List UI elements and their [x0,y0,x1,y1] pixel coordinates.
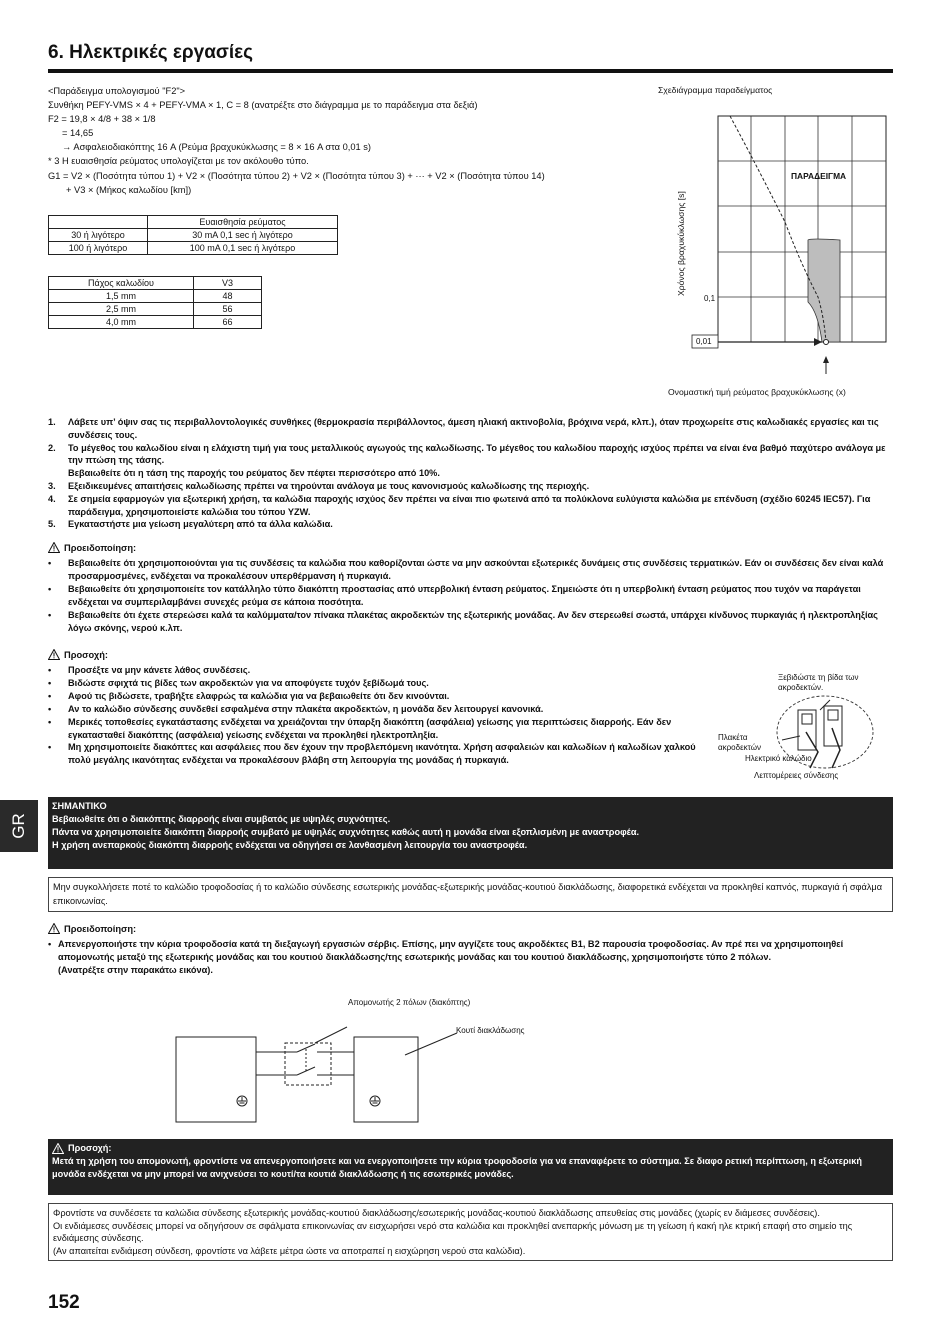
caution-heading: Προσοχή: [48,649,108,660]
table-row [49,303,262,316]
terminal-figure [770,692,890,772]
caution2-text: Μετά τη χρήση του απομονωτή, φροντίστε να απενεργοποιήσετε και να ενεργοποιήσετε την κύρια τροφοδοσία για να επαναφέρετε το σύστημα. Σε διαφο ρετική περίπτωση, η εξωτερική μονάδα ενδέχεται να μην μπορεί να ανιχνεύσει το κουτί/τα κουτιά διακλάδωσης ή τις εσωτερικές μονάδες. [52,1156,862,1179]
list-item: Βεβαιωθείτε ότι η τάση της παροχής του ρεύματος δεν πέφτει περισσότερο από 10%. [68,468,440,479]
sensitivity-table [48,215,338,255]
table-cell: 30 mA 0,1 sec ή λιγότερο [148,229,338,242]
calc-line: F2 = 19,8 × 4/8 + 38 × 1/8 [48,114,156,125]
warning-heading: Προειδοποίηση: [48,542,136,553]
list-item: 3. Εξειδικευμένες απαιτήσεις καλωδίωσης πρέπει να τηρούνται ανάλογα με τους κανονισμούς καλωδίωσης της περιοχής. [48,480,590,491]
list-item: • Απενεργοποιήστε την κύρια τροφοδοσία κατά τη διεξαγωγή εργασιών σέρβις. Επίσης, μην αγγίζετε τους ακροδέκτες B1, B2 παρουσία τροφοδοσίας. Αν πρέ πει να χρησιμοποιηθεί απομονωτής μεταξύ της εξωτερικής μονάδας και του κουτιού διακλάδωσης/της εσωτερικής μονάδας και του κουτιού διακλάδωσης, χρησιμοποιήστε τύπο 2 πόλων. [48,939,844,962]
caution-list [48,664,713,767]
important-line: Πάντα να χρησιμοποιείτε διακόπτη διαρροής συμβατό με υψηλές συχνότητες καθώς αυτή η μονάδα είναι εξοπλισμένη με αναστροφέα. [52,827,640,837]
list-item: • Αφού τις βιδώσετε, τραβήξτε ελαφρώς τα καλώδια για να βεβαιωθείτε ότι δεν κινούνται. [48,690,450,701]
table-row [49,229,338,242]
table-cell [49,216,148,229]
example-label: ΠΑΡΑΔΕΙΓΜΑ [791,171,847,181]
fig-unscrew-label: Ξεβιδώστε τη βίδα των ακροδεκτών. [778,673,859,692]
table-cell: 30 ή λιγότερο [49,229,148,242]
note2-line: (Αν απαιτείται ενδιάμεση σύνδεση, φροντίστε να λάβετε μέτρα ώστε να αποτραπεί η εισχώρηση νερού στα καλώδια). [53,1245,526,1256]
diagram-frame [718,116,886,342]
tick-label-01: 0,1 [704,294,716,303]
diagram-title: Σχεδιάγραμμα παραδείγματος [658,85,773,95]
cable-table [48,276,262,329]
warning-list [48,557,893,634]
list-item: • Βιδώστε σφιχτά τις βίδες των ακροδεκτών για να αποφύγετε τυχόν ξεβίδωμά τους. [48,677,429,688]
page-number: 152 [48,1292,80,1313]
list-item: 1. Λάβετε υπ’ όψιν σας τις περιβαλλοντολογικές συνθήκες (θερμοκρασία περιβάλλοντος, άμεση ηλιακή ακτινοβολία, βρόχινα νερά, κλπ.), όταν προχωρείτε στις καλωδιακές εργασίες και τις συνδέσεις τους. [48,417,879,440]
warning-heading: Προειδοποίηση: [48,923,136,934]
warning2-list [48,938,893,977]
list-item: 2. Το μέγεθος του καλωδίου είναι η ελάχιστη τιμή για τους μεταλλικούς αγωγούς της καλωδίωσης. Το μέγεθος του καλωδίου παροχής ισχύος πρέπει να είναι ένα βαθμό παχύτερο ανάλογα με την πτώση της τάσης. [48,442,886,466]
trip-curve [730,116,826,342]
warning-icon [48,542,60,553]
list-item: 5. Εγκαταστήστε μια γείωση μεγαλύτερη από τα άλλα καλώδια. [48,519,333,530]
calc-line: Συνθήκη PEFY-VMS × 4 + PEFY-VMA × 1, C = 8 (ανατρέξτε στο διάγραμμα με το παράδειγμα στα δεξιά) [48,100,478,111]
list-item: • Βεβαιωθείτε ότι χρησιμοποιείτε τον κατάλληλο τύπο διακόπτη προστασίας από υπερβολική ένταση ρεύματος. Σημειώστε ότι η υπερβολική ένταση ρεύματος που τυχόν να παράγεται ενδέχεται να συμπεριλαμβάνει συνεχές ρεύμα σε κάποια ποσότητα. [48,583,861,607]
isolator-switch-box [285,1043,331,1085]
table-cell: 56 [194,303,262,316]
table-cell: Ευαισθησία ρεύματος [148,216,338,229]
note2-box [48,1203,893,1261]
table-cell: 48 [194,290,262,303]
warning-icon [52,1143,64,1154]
list-item: • Βεβαιωθείτε ότι έχετε στερεώσει καλά τα καλύμματα/τον πίνακα πλακέτας ακροδεκτών της εξωτερικής μονάδας. Αν δεν στερεωθεί σωστά, υπάρχει κίνδυνος πυρκαγιάς ή ηλεκτροπληξίας λόγω σκόνης, νερού κ.λπ. [48,609,878,633]
note-box: Μην συγκολλήσετε ποτέ το καλώδιο τροφοδοσίας ή το καλώδιο σύνδεσης εσωτερικής μονάδας-εξωτερικής μονάδας-κουτιού διακλάδωσης, διαφορετικά ενδέχεται να προκληθεί καπνός, πυρκαγιά ή σφάλμα επικοινωνίας. [48,877,893,912]
outdoor-unit-box [176,1037,256,1122]
language-tab: GR [0,800,38,852]
list-item: (Ανατρέξτε στην παρακάτω εικόνα). [58,964,213,975]
calc-line: G1 = V2 × (Ποσότητα τύπου 1) + V2 × (Ποσότητα τύπου 2) + V2 × (Ποσότητα τύπου 3) + ··· + V2 × (Ποσότητα τύπου 14) [48,170,545,181]
calc-line: + V3 × (Μήκος καλωδίου [km]) [66,184,192,195]
fig-cable-label: Ηλεκτρικό καλώδιο [745,754,812,763]
list-item: • Προσέξτε να μην κάνετε λάθος συνδέσεις. [48,665,251,675]
note2-line: Οι ενδιάμεσες συνδέσεις μπορεί να οδηγήσουν σε σφάλματα επικοινωνίας αν εισχωρήσει νερό στα καλώδια και προκληθεί ανεπαρκής μόνωση με τη γείωση ή κακή ηλε κτρική επαφή στο σημείο της ενδιάμεσης σύνδεσης. [53,1220,853,1243]
isolator-label: Απομονωτής 2 πόλων (διακόπτης) [348,998,471,1007]
important-line: Η χρήση ανεπαρκούς διακόπτη διαρροής ενδέχεται να οδηγήσει σε λανθασμένη λειτουργία του αναστροφέα. [52,840,528,850]
branch-box [354,1037,418,1122]
diagram-xlabel: Ονομαστική τιμή ρεύματος βραχυκύκλωσης (x) [668,387,846,397]
table-cell: V3 [194,277,262,290]
section-title: 6. Ηλεκτρικές εργασίες [48,42,254,63]
title-rule [48,69,893,73]
fig-details-label: Λεπτομέρειες σύνδεσης [754,771,839,780]
table-cell: 66 [194,316,262,329]
table-row [49,216,338,229]
wires [256,1044,354,1075]
table-cell: Πάχος καλωδίου [49,277,194,290]
fig-terminal-label: Πλακέτα ακροδεκτών [718,733,761,752]
list-item: • Βεβαιωθείτε ότι χρησιμοποιούνται για τις συνδέσεις τα καλώδια που καθορίζονται ώστε να μην ασκούνται εξωτερικές δυνάμεις στις συνδέσεις τερματικών. Εάν οι συνδέσεις δεν είναι καλά προσαρμοσμένες, ενδέχεται να προκαλέσουν υπερθέρμανση ή πυρκαγιά. [48,558,884,581]
table-cell: 100 mA 0,1 sec ή λιγότερο [148,242,338,255]
diagram-ylabel: Χρόνος βραχυκύκλωσης [s] [676,191,686,296]
warning-icon [48,923,60,934]
table-cell: 4,0 mm [49,316,194,329]
calculation-example [48,84,658,197]
table-cell: 2,5 mm [49,303,194,316]
isolator-diagram [175,1005,545,1125]
x-arrow-head [823,356,829,363]
calc-line: * 3 Η ευαισθησία ρεύματος υπολογίζεται με τον ακόλουθο τύπο. [48,156,309,167]
numbered-list [48,416,893,531]
table-row [49,290,262,303]
important-heading: ΣΗΜΑΝΤΙΚΟ [52,801,107,811]
list-item: • Μη χρησιμοποιείτε διακόπτες και ασφάλειες που δεν έχουν την προβλεπόμενη ικανότητα. Χρήση ασφαλειών και καλωδίων ή καλωδίων χαλκού πολύ μεγάλης ικανότητας ενδέχεται να προκαλέσουν βλάβη στη λειτουργία της μονάδας ή πυρκαγιά. [48,742,696,766]
list-item: 4. Σε σημεία εφαρμογών για εξωτερική χρήση, τα καλώδια παροχής ισχύος δεν πρέπει να είναι πιο φωτεινά από τα πολύκλονα ευλύγιστα καλώδια με επένδυση (σχέδιο 60245 IEC57). Για παράδειγμα, χρησιμοποιείστε καλώδια του τύπου YZW. [48,493,871,517]
caution2-heading: Προσοχή: [52,1142,889,1155]
tick-label-001: 0,01 [696,337,712,346]
list-item: • Μερικές τοποθεσίες εγκατάστασης ενδέχεται να χρειάζονται την ύπαρξη διακόπτη (ασφάλεια) γείωσης για περιπτώσεις διαρροής. Εάν δεν εγκατασταθεί διακόπτης (ασφάλεια) γείωσης ενδέχεται να προκληθεί ηλεκτροπληξία. [48,716,672,740]
warning-icon [48,649,60,660]
diagram-grid [718,116,886,342]
table-cell: 1,5 mm [49,290,194,303]
calc-line: = 14,65 [62,128,94,139]
table-row [49,316,262,329]
branch-box-label: Κουτί διακλάδωσης [456,1026,525,1035]
isolator-leader [315,1027,347,1043]
table-cell: 100 ή λιγότερο [49,242,148,255]
note2-line: Φροντίστε να συνδέσετε τα καλώδια σύνδεσης εξωτερικής μονάδας-κουτιού διακλάδωσης/εσωτερικής μονάδας-κουτιού διακλάδωσης απευθείας στις μονάδες (χωρίς εν διάμεσες συνδέσεις). [53,1208,820,1218]
list-item: • Αν το καλώδιο σύνδεσης συνδεθεί εσφαλμένα στην πλακέτα ακροδεκτών, η μονάδα δεν λειτουργεί κανονικά. [48,703,544,714]
important-line: Βεβαιωθείτε ότι ο διακόπτης διαρροής είναι συμβατός με υψηλές συχνότητες. [52,814,391,824]
calc-line: <Παράδειγμα υπολογισμού "F2"> [48,86,186,96]
example-diagram [690,112,900,382]
important-box [48,797,893,869]
table-row [49,242,338,255]
calc-line: → Ασφαλειοδιακόπτης 16 A (Ρεύμα βραχυκύκλωσης = 8 × 16 A στα 0,01 s) [62,142,372,153]
intersection-point [824,340,829,345]
caution2-box [48,1139,893,1195]
table-row [49,277,262,290]
